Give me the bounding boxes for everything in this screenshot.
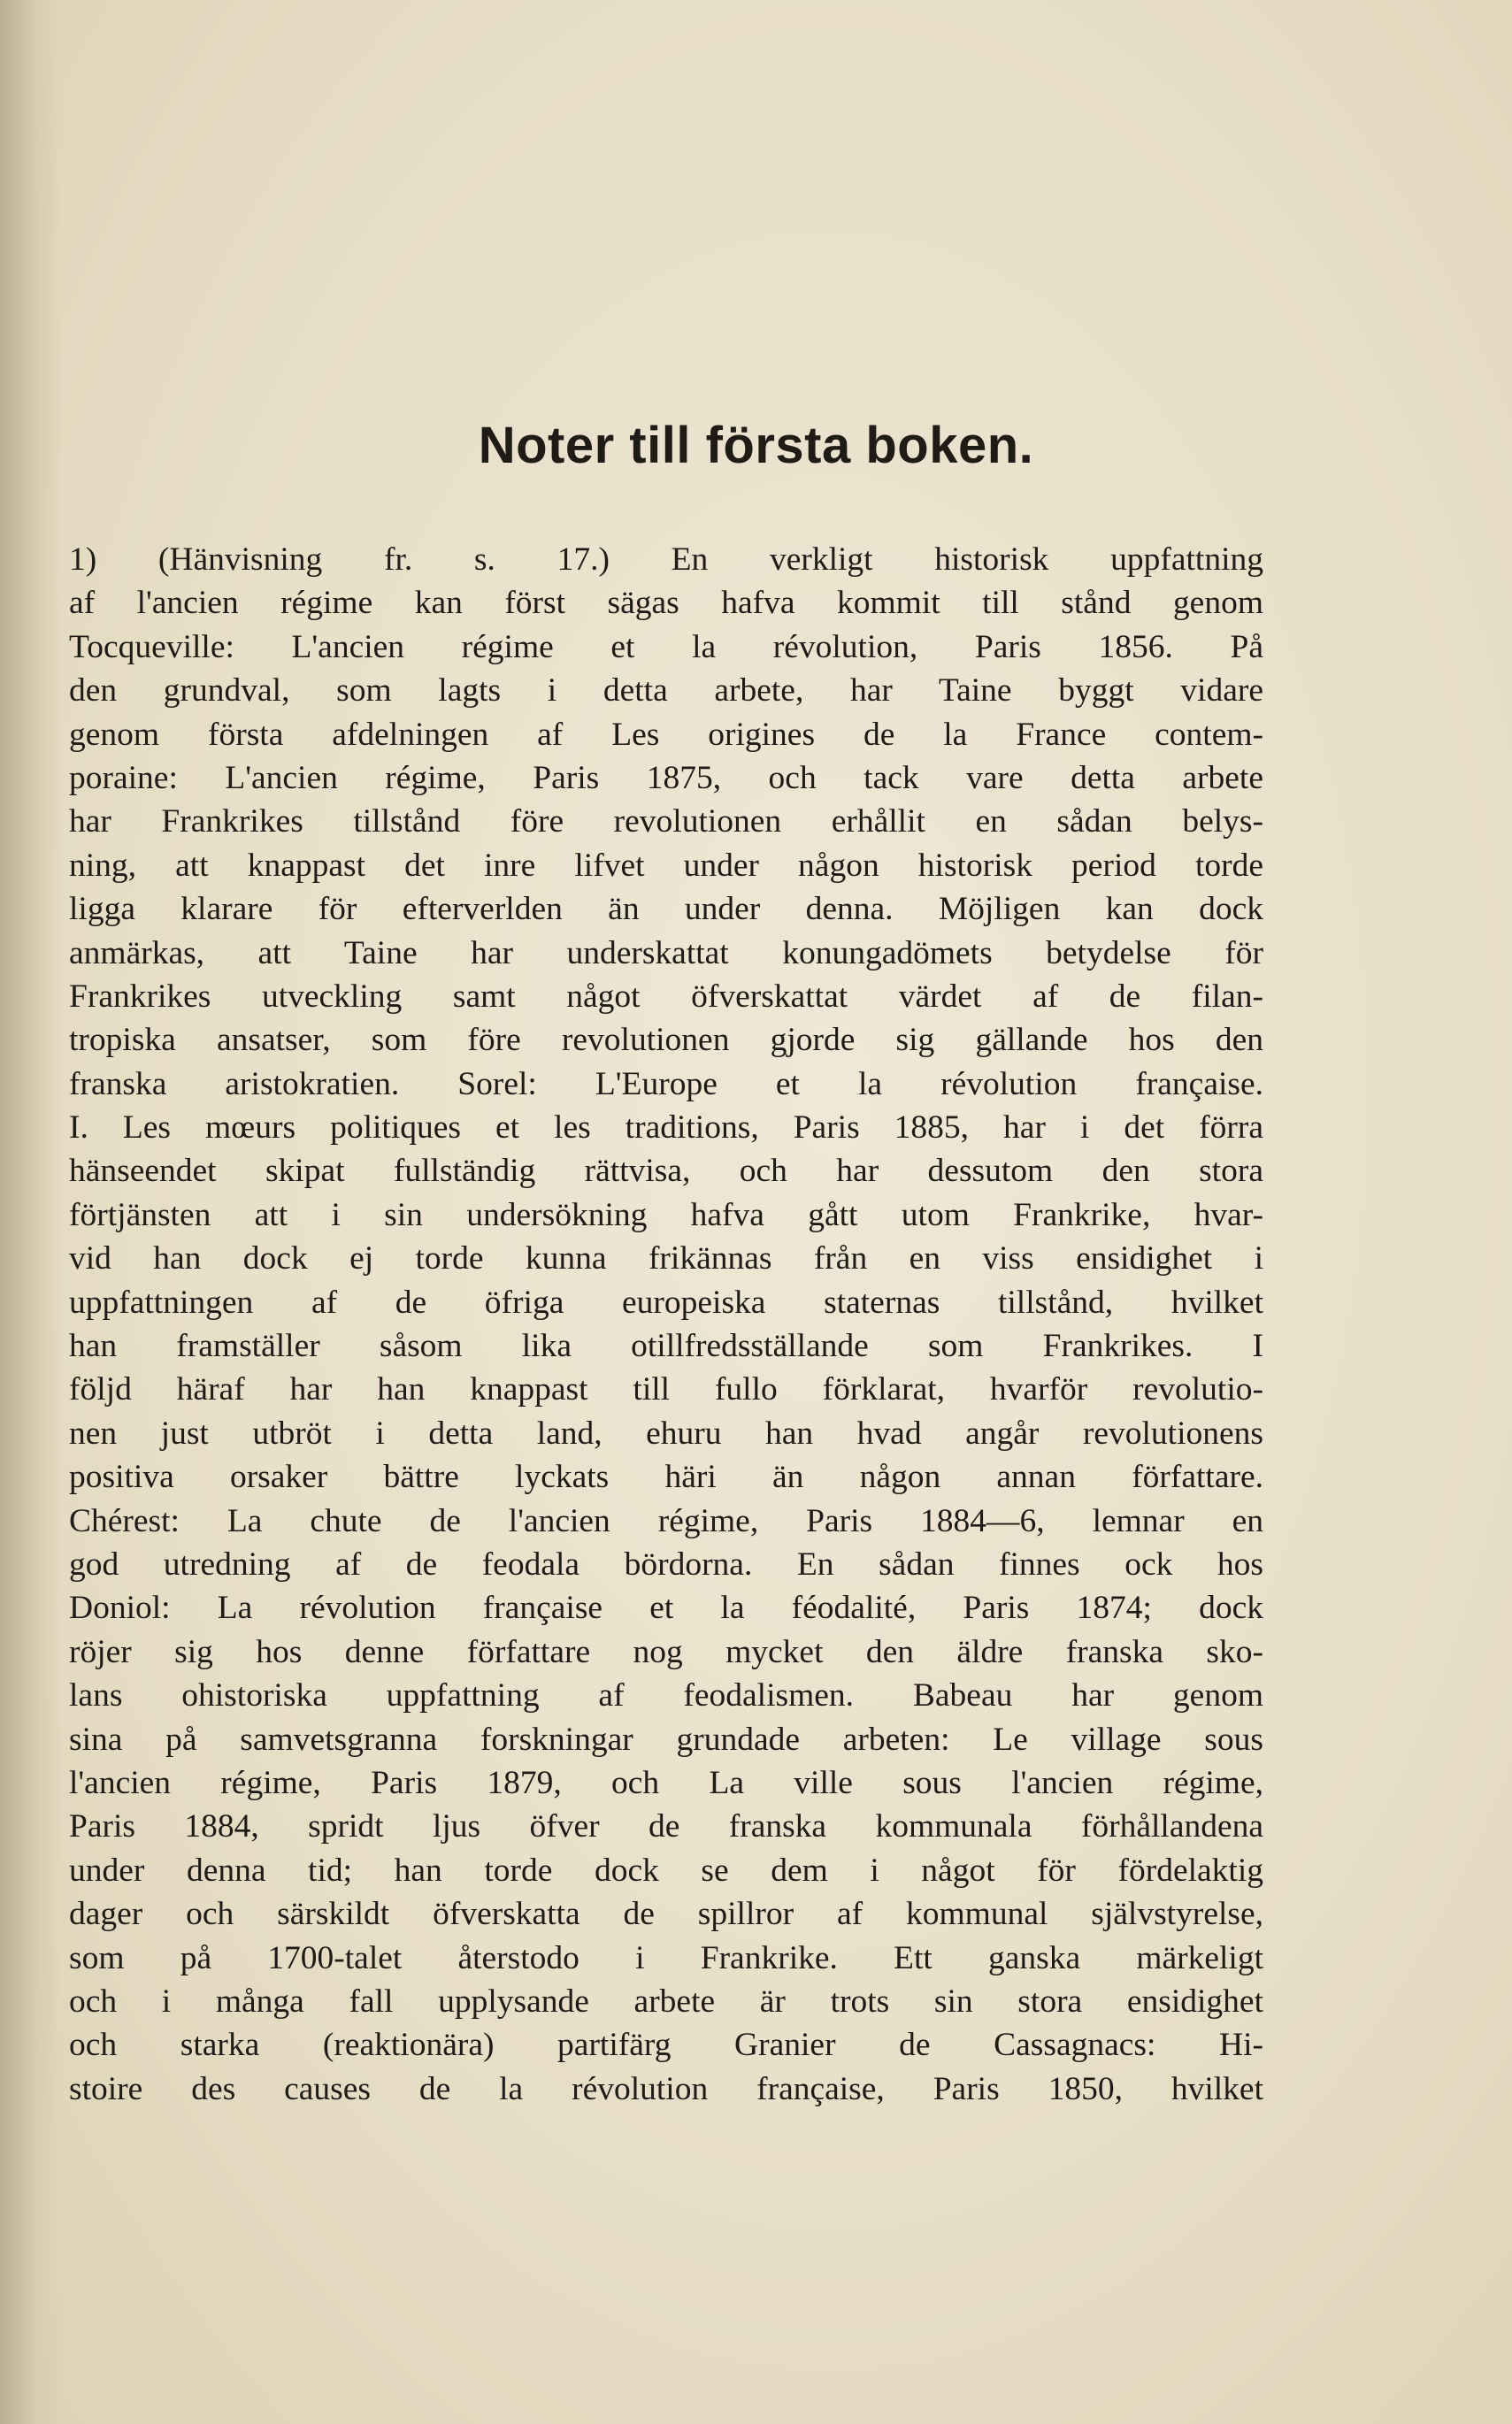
text-line: Frankrikes utveckling samt något öfverskattat värdet af de filan- <box>69 978 1263 1015</box>
text-line: Paris 1884, spridt ljus öfver de franska kommunala förhållandena <box>69 1808 1263 1845</box>
text-line: som på 1700-talet återstodo i Frankrike. Ett ganska märkeligt <box>69 1939 1263 1976</box>
text-line: genom första afdelningen af Les origines de la France contem- <box>69 716 1263 753</box>
text-line: och i många fall upplysande arbete är trots sin stora ensidighet <box>69 1983 1263 2020</box>
text-line: hänseendet skipat fullständig rättvisa, och har dessutom den stora <box>69 1153 1263 1190</box>
text-line: I. Les mœurs politiques et les traditions, Paris 1885, har i det förra <box>69 1109 1263 1147</box>
text-line: ning, att knappast det inre lifvet under någon historisk period torde <box>69 847 1263 884</box>
text-line: anmärkas, att Taine har underskattat konungadömets betydelse för <box>69 934 1263 971</box>
text-line: följd häraf har han knappast till fullo förklarat, hvarför revolutio- <box>69 1371 1263 1408</box>
page-title: Noter till första boken. <box>478 417 1034 474</box>
text-line: stoire des causes de la révolution française, Paris 1850, hvilket <box>69 2070 1263 2107</box>
text-line: god utredning af de feodala bördorna. En sådan finnes ock hos <box>69 1546 1263 1583</box>
text-line: den grundval, som lagts i detta arbete, har Taine byggt vidare <box>69 672 1263 710</box>
text-line: poraine: L'ancien régime, Paris 1875, och tack vare detta arbete <box>69 759 1263 796</box>
text-line: och starka (reaktionära) partifärg Granier de Cassagnacs: Hi- <box>69 2027 1263 2064</box>
text-line: franska aristokratien. Sorel: L'Europe et la révolution française. <box>69 1065 1263 1102</box>
page-binding-shadow <box>0 0 62 2424</box>
text-line: sina på samvetsgranna forskningar grundade arbeten: Le village sous <box>69 1721 1263 1758</box>
text-line: Chérest: La chute de l'ancien régime, Paris 1884—6, lemnar en <box>69 1502 1263 1539</box>
text-line: vid han dock ej torde kunna frikännas från en viss ensidighet i <box>69 1240 1263 1277</box>
text-line: har Frankrikes tillstånd före revolutionen erhållit en sådan belys- <box>69 803 1263 840</box>
text-line: Tocqueville: L'ancien régime et la révolution, Paris 1856. På <box>69 628 1263 665</box>
text-line: ligga klarare för efterverlden än under denna. Möjligen kan dock <box>69 891 1263 928</box>
text-line: tropiska ansatser, som före revolutionen gjorde sig gällande hos den <box>69 1022 1263 1059</box>
text-line: dager och särskildt öfverskatta de spillror af kommunal självstyrelse, <box>69 1896 1263 1933</box>
text-line: Doniol: La révolution française et la féodalité, Paris 1874; dock <box>69 1590 1263 1627</box>
text-line: 1) (Hänvisning fr. s. 17.) En verkligt historisk uppfattning <box>69 541 1263 578</box>
text-line: l'ancien régime, Paris 1879, och La ville sous l'ancien régime, <box>69 1764 1263 1801</box>
text-line: lans ohistoriska uppfattning af feodalismen. Babeau har genom <box>69 1677 1263 1714</box>
text-line: positiva orsaker bättre lyckats häri än någon annan författare. <box>69 1459 1263 1496</box>
text-line: han framställer såsom lika otillfredsställande som Frankrikes. I <box>69 1328 1263 1365</box>
text-line: af l'ancien régime kan först sägas hafva kommit till stånd genom <box>69 585 1263 622</box>
text-line: under denna tid; han torde dock se dem i något för fördelaktig <box>69 1852 1263 1889</box>
text-line: förtjänsten att i sin undersökning hafva gått utom Frankrike, hvar- <box>69 1196 1263 1233</box>
text-line: nen just utbröt i detta land, ehuru han hvad angår revolutionens <box>69 1415 1263 1452</box>
text-line: uppfattningen af de öfriga europeiska staternas tillstånd, hvilket <box>69 1284 1263 1321</box>
notes-body <box>69 538 1263 2111</box>
text-line: röjer sig hos denne författare nog mycket den äldre franska sko- <box>69 1633 1263 1670</box>
